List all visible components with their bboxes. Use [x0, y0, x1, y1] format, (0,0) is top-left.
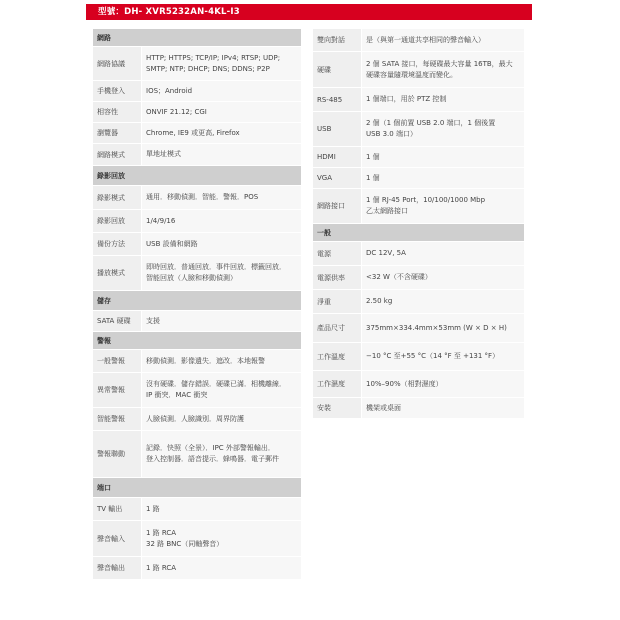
spec-label: 工作溫度 [317, 352, 345, 361]
spec-label: 網路模式 [97, 150, 125, 159]
spec-value-cell [141, 431, 301, 477]
spec-label: 智能警報 [97, 415, 125, 423]
spec-value-cell [141, 521, 301, 556]
section-header [93, 332, 301, 350]
spec-value: USB 設備和網路 [146, 239, 198, 248]
spec-row [93, 557, 301, 580]
section-header [93, 166, 301, 186]
spec-value-cell [361, 371, 524, 397]
spec-value: 沒有硬碟．儲存錯誤．硬碟已滿．相機離線． IP 衝突．MAC 衝突 [146, 380, 286, 399]
spec-row [313, 314, 524, 343]
spec-value: 2 個 SATA 接口，每硬碟最大容量 16TB，最大 硬碟容量隨環境溫度而變化。 [366, 59, 513, 79]
section-header [93, 291, 301, 311]
spec-value: 是（與第一通道共享相同的聲音輸入） [366, 35, 485, 44]
section-title: 端口 [97, 483, 111, 492]
spec-row [313, 147, 524, 168]
spec-label: 網路接口 [317, 202, 345, 210]
spec-label: 相容性 [97, 108, 118, 116]
spec-value-cell [361, 112, 524, 146]
spec-label: SATA 硬碟 [97, 317, 131, 325]
spec-value: 人臉偵測．人臉識別．周界防護 [146, 414, 244, 423]
spec-row [93, 498, 301, 521]
spec-value-cell [361, 290, 524, 313]
section-title: 儲存 [97, 296, 111, 305]
spec-label: HDMI [317, 153, 336, 161]
spec-row [93, 123, 301, 144]
spec-value: 1 路 RCA [146, 563, 177, 572]
spec-label: 瀏覽器 [97, 129, 118, 137]
spec-value-cell [361, 314, 524, 342]
spec-value-cell [141, 47, 301, 80]
spec-value: 即時回放．普通回放．事件回放．標籤回放． 智能回放（人臉和移動偵測） [146, 263, 286, 282]
spec-value: 記錄．快照（全景）．IPC 外部警報輸出． 登入控制器．語音提示．蜂鳴器．電子郵件 [146, 444, 279, 463]
spec-table-left [93, 29, 301, 580]
spec-table-right [313, 29, 524, 419]
spec-value-cell [141, 186, 301, 209]
spec-row [93, 233, 301, 256]
spec-label: 雙向對話 [317, 36, 345, 44]
spec-value-cell [361, 147, 524, 167]
spec-value: DC 12V, 5A [366, 249, 406, 257]
spec-value: 375mm×334.4mm×53mm (W × D × H) [366, 323, 507, 332]
spec-label: 備份方法 [97, 240, 125, 248]
spec-row [313, 266, 524, 290]
spec-row [93, 311, 301, 332]
spec-label: 安裝 [317, 404, 331, 412]
spec-row [93, 144, 301, 166]
spec-value-cell [141, 102, 301, 122]
spec-label: 異常警報 [97, 386, 125, 394]
spec-value-cell [141, 350, 301, 372]
spec-value-cell [141, 373, 301, 407]
spec-value: ONVIF 21.12; CGI [146, 107, 207, 116]
spec-row [313, 189, 524, 224]
spec-value-cell [361, 398, 524, 418]
spec-row [93, 521, 301, 557]
spec-row [313, 398, 524, 419]
section-header [313, 224, 524, 242]
spec-label: 電源供率 [317, 273, 345, 282]
spec-row [93, 102, 301, 123]
spec-value: 2.50 kg [366, 297, 393, 305]
spec-label: 播放模式 [97, 269, 125, 277]
spec-value-cell [141, 210, 301, 232]
spec-value-cell [141, 233, 301, 255]
section-title: 網路 [97, 33, 111, 42]
section-title: 一般 [317, 228, 331, 237]
spec-value: 1 個 RJ-45 Port，10/100/1000 Mbp 乙太網路接口 [366, 196, 486, 215]
spec-value-cell [141, 81, 301, 101]
spec-label: VGA [317, 174, 333, 182]
spec-label: TV 輸出 [97, 505, 123, 513]
spec-label: 錄影回放 [97, 217, 125, 225]
spec-value-cell [141, 557, 301, 579]
spec-value-cell [141, 408, 301, 430]
spec-value: IOS；Android [146, 86, 193, 95]
spec-value: 機架或桌面 [366, 403, 401, 412]
spec-value-cell [361, 266, 524, 289]
spec-value: 1 路 RCA 32 路 BNC（同軸聲音） [146, 528, 224, 548]
spec-row [93, 186, 301, 210]
spec-row [313, 242, 524, 266]
spec-value-cell [361, 29, 524, 51]
spec-value: <32 W（不含硬碟） [366, 273, 432, 281]
spec-row [93, 47, 301, 81]
spec-value-cell [141, 123, 301, 143]
section-title: 錄影回放 [97, 171, 125, 180]
spec-value: 1/4/9/16 [146, 216, 176, 225]
spec-value-cell [141, 144, 301, 165]
spec-label: 硬碟 [317, 65, 331, 74]
spec-row [313, 112, 524, 147]
spec-value: 支援 [146, 316, 160, 325]
spec-value-cell [361, 88, 524, 111]
spec-row [313, 168, 524, 189]
spec-value: Chrome, IE9 或更高, Firefox [146, 128, 240, 137]
spec-value: HTTP; HTTPS; TCP/IP; IPv4; RTSP; UDP; SMTP; NTP; DHCP; DNS; DDNS; P2P [146, 53, 281, 73]
spec-label: USB [317, 125, 332, 133]
spec-label: 工作濕度 [317, 380, 345, 388]
spec-row [93, 373, 301, 408]
spec-label: 手機登入 [97, 87, 125, 95]
spec-value-cell [141, 311, 301, 331]
spec-label: 聲音輸出 [97, 564, 125, 572]
spec-value-cell [361, 52, 524, 87]
spec-value: 2 個（1 個前置 USB 2.0 端口，1 個後置 USB 3.0 端口） [366, 119, 496, 138]
spec-row [93, 210, 301, 233]
spec-value-cell [141, 498, 301, 520]
spec-value-cell [361, 343, 524, 370]
spec-row [93, 408, 301, 431]
spec-label: 網路協議 [97, 59, 125, 68]
spec-label: 聲音輸入 [97, 534, 125, 543]
spec-row [313, 290, 524, 314]
spec-row [313, 371, 524, 398]
spec-row [313, 52, 524, 88]
spec-label: 警報聯動 [97, 450, 125, 458]
spec-label: 電源 [317, 249, 331, 258]
spec-value-cell [361, 168, 524, 188]
spec-label: 淨重 [317, 297, 331, 306]
model-title: 型號：DH- XVR5232AN-4KL-I3 [86, 4, 532, 20]
spec-row [313, 343, 524, 371]
spec-label: RS-485 [317, 95, 343, 104]
spec-label: 一般警報 [97, 357, 125, 365]
spec-label: 產品尺寸 [317, 324, 345, 332]
section-title: 警報 [97, 336, 111, 345]
spec-row [313, 88, 524, 112]
spec-value: 移動偵測．影像遺失．遮改．本地報警 [146, 356, 265, 365]
spec-row [93, 81, 301, 102]
spec-value-cell [361, 189, 524, 223]
spec-value: −10 °C 至+55 °C（14 °F 至 +131 °F） [366, 352, 500, 360]
spec-value: 1 路 [146, 504, 160, 513]
spec-value: 10%–90%（相對濕度） [366, 379, 443, 388]
spec-value: 單地址模式 [146, 150, 181, 158]
spec-value: 通用．移動偵測．智能．警報．POS [146, 193, 259, 201]
spec-row [93, 431, 301, 478]
spec-row [93, 350, 301, 373]
spec-value-cell [141, 256, 301, 290]
section-header [93, 29, 301, 47]
section-header [93, 478, 301, 498]
spec-label: 錄影模式 [97, 193, 125, 202]
spec-row [93, 256, 301, 291]
spec-value-cell [361, 242, 524, 265]
spec-value: 1 個 [366, 152, 380, 161]
spec-row [313, 29, 524, 52]
spec-value: 1 個端口，用於 PTZ 控制 [366, 95, 447, 103]
spec-value: 1 個 [366, 173, 380, 182]
